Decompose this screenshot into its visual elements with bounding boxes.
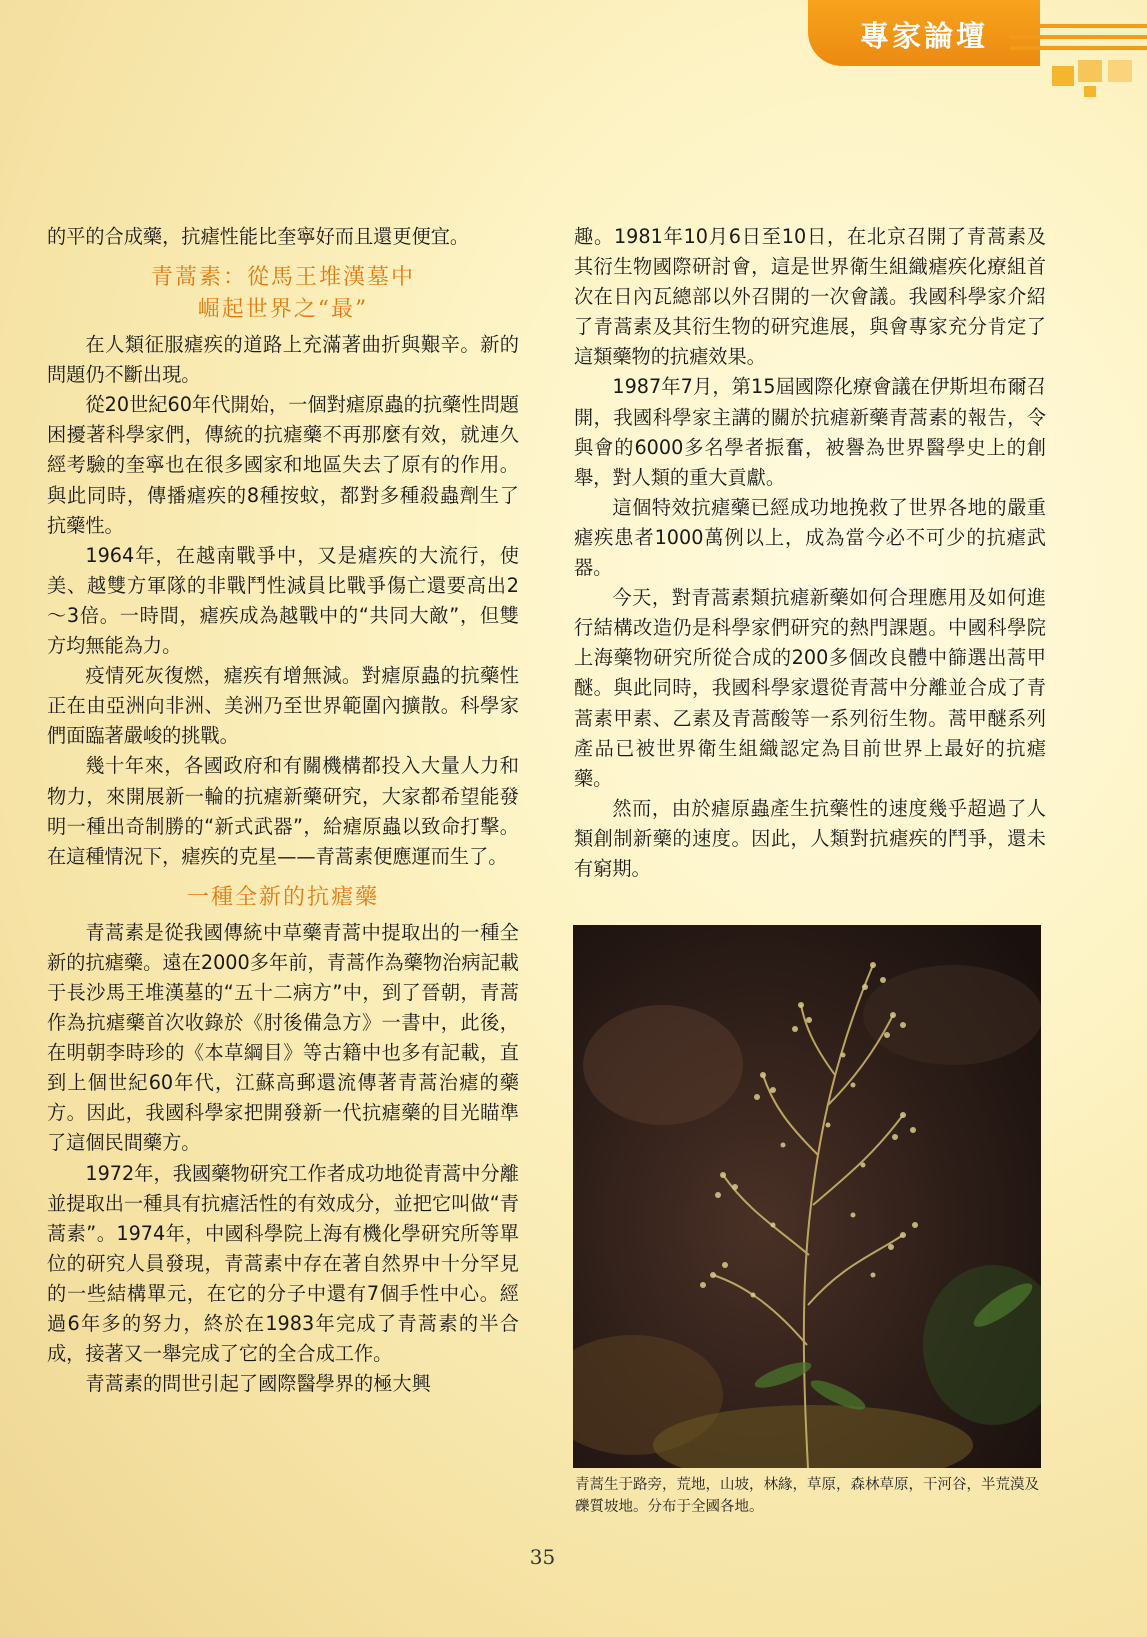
page-number: 35 [529, 1545, 556, 1569]
header-stripes [1010, 24, 1147, 57]
section-label: 專家論壇 [860, 19, 989, 53]
paragraph: 1972年，我國藥物研究工作者成功地從青蒿中分離並提取出一種具有抗瘧活性的有效成分，並把它叫做“青蒿素”。1974年，中國科學院上海有機化學研究所等單位的研究人員發現，青蒿素中存在著自然界中十分罕見的一些結構單元，在它的分子中還有7個手性中心。經過6年多的努力，終於在1983年完成了青蒿素的半合成，接著又一舉完成了它的全合成工作。 [47, 1161, 519, 1366]
paragraph: 在人類征服瘧疾的道路上充滿著曲折與艱辛。新的問題仍不斷出現。 [47, 333, 519, 387]
decor-square [1052, 66, 1074, 86]
decor-square [1108, 60, 1132, 82]
paragraph: 這個特效抗瘧藥已經成功地挽救了世界各地的嚴重瘧疾患者1000萬例以上，成為當今必不可少的抗瘧武器。 [574, 495, 1046, 580]
paragraph: 疫情死灰復燃，瘧疾有增無減。對瘧原蟲的抗藥性正在由亞洲向非洲、美洲乃至世界範圍內擴散。科學家們面臨著嚴峻的挑戰。 [47, 664, 519, 748]
paragraph: 趣。1981年10月6日至10日，在北京召開了青蒿素及其衍生物國際研討會，這是世界衛生組織瘧疾化療組首次在日內瓦總部以外召開的一次會議。我國科學家介紹了青蒿素及其衍生物的研究進展，與會專家充分肯定了這類藥物的抗瘧效果。 [574, 225, 1046, 369]
section-heading [47, 262, 519, 326]
paragraph: 青蒿素是從我國傳統中草藥青蒿中提取出的一種全新的抗瘧藥。遠在2000多年前，青蒿作為藥物治病記載于長沙馬王堆漢墓的“五十二病方”中，到了晉朝，青蒿作為抗瘧藥首次收錄於《肘後備急方》一書中，此後，在明朝李時珍的《本草綱目》等古籍中也多有記載，直到上個世紀60年代，江蘇高郵還流傳著青蒿治瘧的藥方。因此，我國科學家把開發新一代抗瘧藥的目光瞄準了這個民間藥方。 [47, 920, 519, 1155]
left-column [47, 222, 519, 1399]
heading-line: 一種全新的抗瘧藥 [186, 884, 379, 910]
right-column [574, 222, 1046, 884]
paragraph: 今天，對青蒿素類抗瘧新藥如何合理應用及如何進行結構改造仍是科學家們研究的熱門課題。中國科學院上海藥物研究所從合成的200多個改良體中篩選出蒿甲醚。與此同時，我國科學家還從青蒿中分離並合成了青蒿素甲素、乙素及青蒿酸等一系列衍生物。蒿甲醚系列產品已被世界衛生組織認定為目前世界上最好的抗瘧藥。 [574, 586, 1046, 790]
paragraph: 青蒿素的問世引起了國際醫學界的極大興 [85, 1372, 431, 1396]
photo-caption: 青蒿生于路旁，荒地，山坡，林緣，草原，森林草原，干河谷，半荒漠及礫質坡地。分布于全國各地。 [575, 1477, 1039, 1515]
section-tab [808, 0, 1040, 66]
paragraph: 然而，由於瘧原蟲產生抗藥性的速度幾乎超過了人類創制新藥的速度。因此，人類對抗瘧疾的鬥爭，還未有窮期。 [574, 796, 1046, 880]
section-heading [47, 882, 519, 914]
heading-line: 崛起世界之“最” [197, 297, 369, 323]
paragraph: 1987年7月，第15屆國際化療會議在伊斯坦布爾召開，我國科學家主講的關於抗瘧新藥青蒿素的報告，令與會的6000多名學者振奮，被譽為世界醫學史上的創舉，對人類的重大貢獻。 [574, 375, 1046, 489]
heading-line: 青蒿素：從馬王堆漢墓中 [150, 265, 415, 291]
paragraph: 的平的合成藥，抗瘧性能比奎寧好而且還更便宜。 [47, 225, 470, 248]
artemisia-photo [573, 925, 1041, 1468]
artemisia-plant-image [573, 925, 1041, 1468]
paragraph: 1964年，在越南戰爭中，又是瘧疾的大流行，使美、越雙方軍隊的非戰鬥性減員比戰爭傷亡還要高出2～3倍。一時間，瘧疾成為越戰中的“共同大敵”，但雙方均無能為力。 [47, 543, 519, 658]
paragraph: 幾十年來，各國政府和有關機構都投入大量人力和物力，來開展新一輪的抗瘧新藥研究，大家都希望能發明一種出奇制勝的“新式武器”，給瘧原蟲以致命打擊。在這種情況下，瘧疾的克星——青蒿素便應運而生了。 [47, 754, 519, 868]
decor-square [1084, 86, 1096, 97]
decor-square [1078, 60, 1102, 82]
paragraph: 從20世紀60年代開始，一個對瘧原蟲的抗藥性問題困擾著科學家們，傳統的抗瘧藥不再那麼有效，就連久經考驗的奎寧也在很多國家和地區失去了原有的作用。與此同時，傳播瘧疾的8種按蚊，都對多種殺蟲劑生了抗藥性。 [47, 393, 519, 537]
